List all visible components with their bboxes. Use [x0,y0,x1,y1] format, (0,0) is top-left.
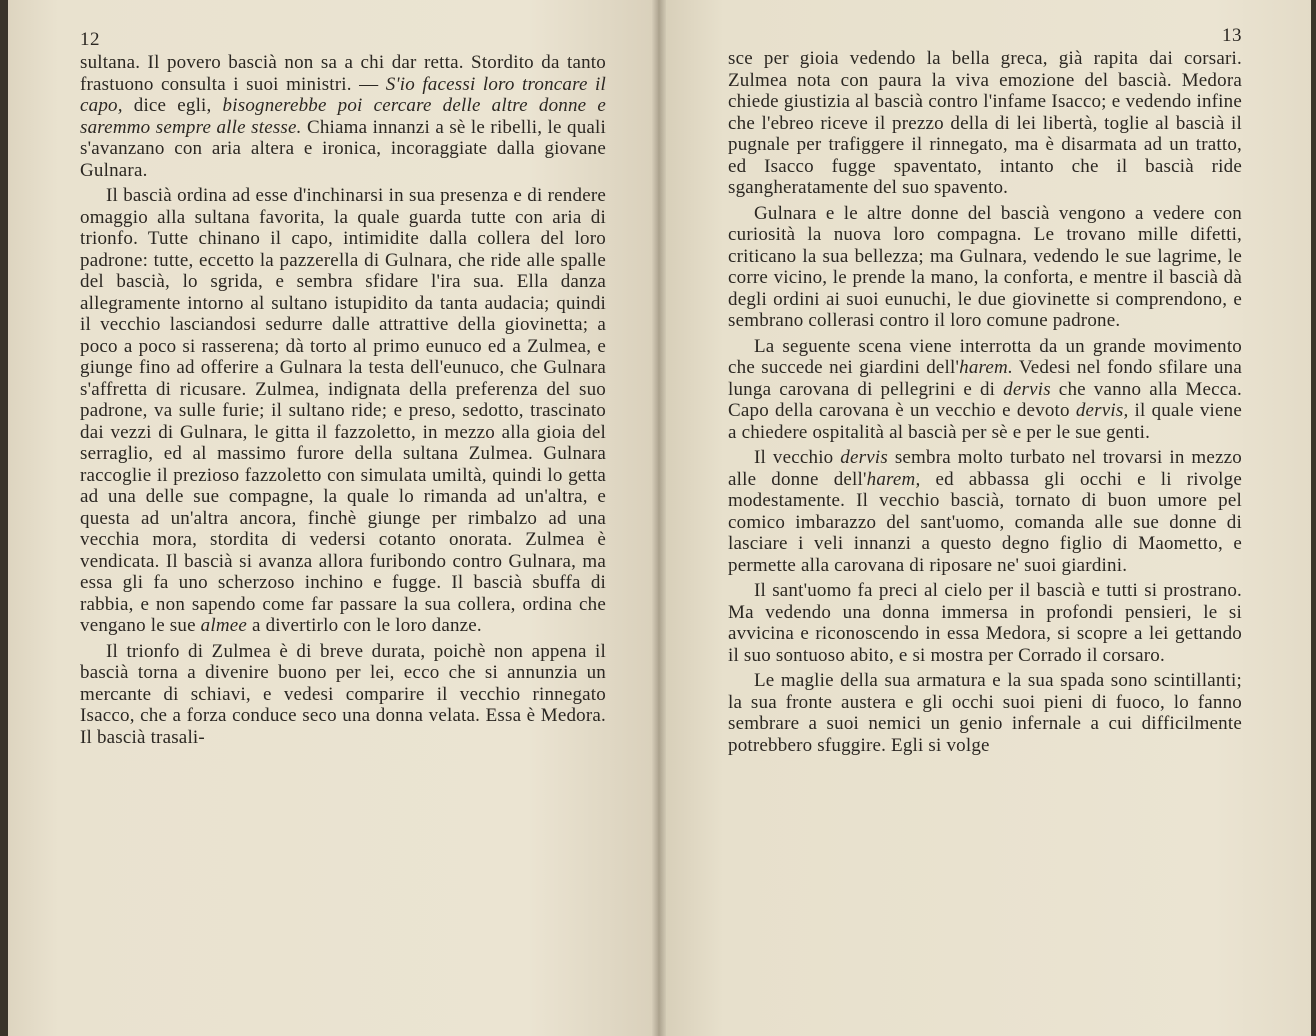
text-run: ed abbassa gli occhi e li rivolge modestamente. Il vecchio bascià, tornato di buon umore pel comico imbarazzo del sant'uomo, comanda alle sue donne di lasciare i veli innanzi a questo degno figlio di Maometto, e permette alla carovana di riposare ne' suoi giardini. [728,468,1242,576]
paragraph [80,52,606,181]
text-run: sce per gioia vedendo la bella greca, già rapita dai corsari. Zulmea nota con paura la viva emozione del bascià. Medora chiede giustizia al bascià contro l'infame Isacco; e vedendo infine che l'ebreo riceve il prezzo della di lei libertà, toglie al bascià il pugnale per trafiggere il rinnegato, ma è disarmata ad un tratto, ed Isacco fugge spaventato, intanto che il bascià ride sgangheratamente del suo spavento. [728,48,1242,198]
text-run: il quale viene a chiedere ospitalità al bascià per sè e per le sue genti. [728,400,1242,443]
left-page [6,0,658,1036]
text-run: Le maglie della sua armatura e la sua spada sono scintillanti; la sua fronte austera e gli occhi suoi pieni di fuoco, lo fanno sembrare a suoi nemici un genio infernale a cui difficilmente potrebbero sfuggire. Egli si volge [728,670,1242,756]
text-run: Il vecchio [754,447,841,468]
page-number-left: 12 [80,29,100,50]
paragraph [728,447,1242,576]
text-run: a divertirlo con le loro danze. [247,615,482,636]
left-page-text [80,52,606,748]
scan-edge-left [0,0,8,1036]
text-run: La seguente scena viene interrotta da un grande movimento che succede nei giardini dell' [728,335,1242,378]
italic-run: almee [200,615,248,636]
paragraph [80,641,606,749]
text-run: Il trionfo di Zulmea è di breve durata, poichè non appena il bascià torna a divenire buono per lei, ecco che si annunzia un mercante di schiavi, e vedesi comparire il vecchio rinnegato Isacco, che a forza conduce seco una donna velata. Essa è Medora. Il bascià trasali- [80,640,606,748]
italic-run: harem. [959,357,1013,378]
text-run: che vanno alla Mecca. Capo della carovana è un vecchio e devoto [728,378,1243,421]
italic-run: bisognerebbe poi cercare delle altre donne e saremmo sempre alle stesse. [80,95,606,138]
paragraph [728,48,1242,199]
paragraph [728,580,1242,666]
italic-run: S'io facessi loro troncare il capo, [80,73,607,116]
text-run: Gulnara e le altre donne del bascià vengono a vedere con curiosità la nuova loro compagna. Le trovano mille difetti, criticano la sua bellezza; ma Gulnara, vedendo le sue lagrime, le corre vicino, le prende la mano, la conforta, e mentre il bascià dà degli ordini ai suoi eunuchi, le due giovinette si comprendono, e sembrano collerasi contro il loro comune padrone. [728,202,1242,331]
text-run: Il bascià ordina ad esse d'inchinarsi in sua presenza e di rendere omaggio alla sultana favorita, la quale guarda tutte con aria di trionfo. Tutte chinano il capo, intimidite dalla collera del loro padrone: tutte, eccetto la pazzerella di Gulnara, che ride alle spalle del bascià, lo sgrida, e sembra sfidare l'ira sua. Ella danza allegramente intorno al sultano istupidito da tanta audacia; quindi il vecchio lasciandosi sedurre dalle attrattive della giovinetta; a poco a poco si rasserena; dà torto al primo eunuco ed a Zulmea, e giunge fino ad offerire a Gulnara la testa dell'eunuco, che Gulnara s'affretta di ricusare. Zulmea, indignata della preferenza del suo padrone, va sulle furie; il sultano ride; e preso, sedotto, trascinato dai vezzi di Gulnara, le gitta il fazzoletto, in mezzo alla gioia del serraglio, ed al massimo furore della sultana Zulmea. Gulnara raccoglie il prezioso fazzoletto con simulata umiltà, quindi lo getta ad una delle sue compagne, la quale lo rimanda ad un'altra, e questa ad un'altra ancora, finchè giunge per rimbalzo ad una vecchia mora, stordita di vedersi cotanto onorata. Zulmea è vendicata. Il bascià si avanza allora furibondo contro Gulnara, ma essa gli fa uno scherzoso inchino e fugge. Il bascià sbuffa di rabbia, e non sapendo come far passare la sua collera, ordina che vengano le sue [80,185,606,636]
right-page [658,0,1312,1036]
paragraph [728,670,1242,756]
italic-run: dervis [840,447,888,468]
text-run: Chiama innanzi a sè le ribelli, le quali s'avanzano con aria altera e ironica, incoraggiate dalla giovane Gulnara. [80,116,606,181]
paragraph [728,336,1242,444]
book-gutter [652,0,666,1036]
text-run: sembra molto turbato nel trovarsi in mezzo alle donne dell' [728,447,1242,490]
paragraph [80,185,606,637]
italic-run: harem, [866,468,921,490]
paragraph [728,203,1242,332]
text-run: Vedesi nel fondo sfilare una lunga carovana di pellegrini e di [728,357,1242,400]
text-run: dice egli, [122,95,223,116]
right-page-text [728,48,1242,756]
text-run: Il sant'uomo fa preci al cielo per il bascià e tutti si prostrano. Ma vedendo una donna immersa in profondi pensieri, le si avvicina e riconoscendo in essa Medora, si scopre a lei gettando il suo sontuoso abito, e si mostra per Corrado il corsaro. [728,580,1242,666]
text-run: sultana. Il povero bascià non sa a chi dar retta. Stordito da tanto frastuono consulta i suoi ministri. — [80,52,606,95]
italic-run: dervis, [1075,400,1129,421]
italic-run: dervis [1003,378,1051,400]
scan-edge-right [1311,0,1316,1036]
page-number-right: 13 [1222,25,1242,46]
